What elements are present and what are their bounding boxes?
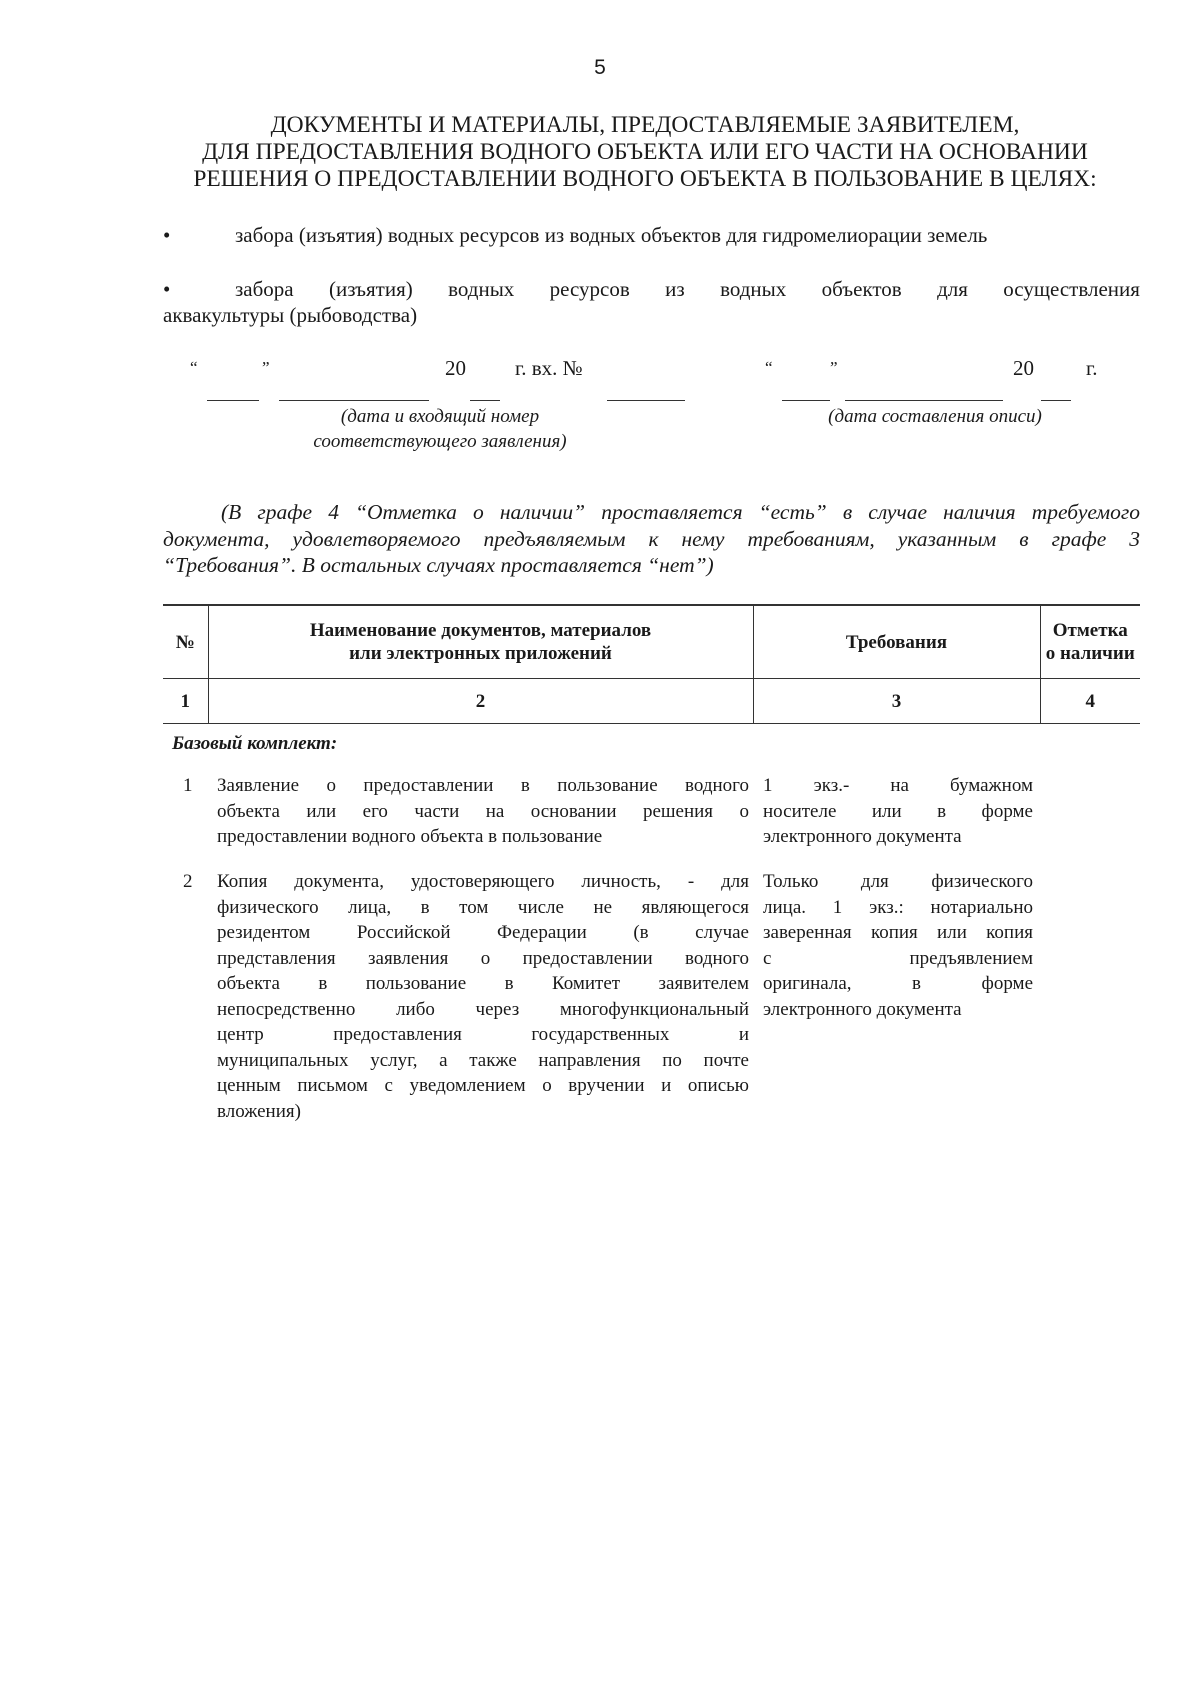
incoming-number-field[interactable] <box>607 400 685 401</box>
title-line: ДОКУМЕНТЫ И МАТЕРИАЛЫ, ПРЕДОСТАВЛЯЕМЫЕ ЗАЯВИТЕЛЕМ, <box>270 112 1020 138</box>
title-line: РЕШЕНИЯ О ПРЕДОСТАВЛЕНИИ ВОДНОГО ОБЪЕКТА В ПОЛЬЗОВАНИЕ В ЦЕЛЯХ: <box>193 166 1097 192</box>
close-quote: ” <box>262 358 270 377</box>
year-prefix: 20 <box>1013 356 1034 380</box>
purpose-item-aquaculture <box>163 276 1140 328</box>
page-number: 5 <box>594 56 606 79</box>
document-requirements: Только для физического лица. 1 экз.: нотариально заверенная копия или копия с предъявлением оригинала, в форме электронного документа <box>763 871 1033 1020</box>
right-date-caption: (дата составления описи) <box>828 406 1042 427</box>
purpose-item-text: забора (изъятия) водных ресурсов из водных объектов для осуществления <box>235 277 1140 301</box>
header-availability-mark: Отметка о наличии <box>1040 605 1140 679</box>
column-number: 3 <box>753 679 1040 724</box>
year-suffix: г. <box>1086 356 1098 380</box>
document-name: Копия документа, удостоверяющего личность, - для физического лица, в том числе не являющегося резидентом Российской Федерации (в случае представления заявления о предоставлении водного объекта в пользование в Комитет заявителем непосредственно либо через многофункциональный центр предоставления государственных и муниципальных услуг, а также направления по почте ценным письмом с уведомлением о вручении и описью вложения) <box>217 871 749 1122</box>
column-number: 4 <box>1040 679 1140 724</box>
header-document-name: Наименование документов, материалов или электронных приложений <box>208 605 753 679</box>
purpose-item-text-continued: аквакультуры (рыбоводства) <box>163 303 418 327</box>
bullet-icon: • <box>163 223 171 247</box>
year-field[interactable] <box>1041 400 1071 401</box>
document-title <box>150 112 1140 193</box>
year-field[interactable] <box>470 400 500 401</box>
month-field[interactable] <box>279 400 429 401</box>
header-requirements: Требования <box>753 605 1040 679</box>
documents-table-header <box>163 604 1140 724</box>
day-field[interactable] <box>782 400 830 401</box>
row-number: 2 <box>183 871 193 892</box>
document-requirements: 1 экз.- на бумажном носителе или в форме электронного документа <box>763 775 1033 847</box>
document-name: Заявление о предоставлении в пользование водного объекта или его части на основании решения о предоставлении водного объекта в пользование <box>217 775 749 847</box>
column-number: 2 <box>208 679 753 724</box>
column-number: 1 <box>163 679 208 724</box>
section-label: Базовый комплект: <box>172 733 338 754</box>
instruction-note: (В графе 4 “Отметка о наличии” проставляется “есть” в случае наличия требуемого документа, удовлетворяемого предъявляемым к нему требованиям, указанным в графе 3 “Требования”. В остальных случаях проставляется “нет”) <box>163 500 1140 577</box>
incoming-number-label: г. вх. № <box>515 356 583 380</box>
left-date-caption: (дата и входящий номер соответствующего заявления) <box>313 406 567 452</box>
row-number: 1 <box>183 775 193 796</box>
purpose-item-text: забора (изъятия) водных ресурсов из водных объектов для гидромелиорации земель <box>235 223 988 247</box>
title-line: ДЛЯ ПРЕДОСТАВЛЕНИЯ ВОДНОГО ОБЪЕКТА ИЛИ ЕГО ЧАСТИ НА ОСНОВАНИИ <box>202 139 1088 165</box>
header-number: № <box>163 605 208 679</box>
open-quote: “ <box>765 358 773 377</box>
open-quote: “ <box>190 358 198 377</box>
bullet-icon: • <box>163 277 171 301</box>
year-prefix: 20 <box>445 356 466 380</box>
day-field[interactable] <box>207 400 259 401</box>
purpose-item-irrigation <box>163 222 1140 248</box>
close-quote: ” <box>830 358 838 377</box>
month-field[interactable] <box>845 400 1003 401</box>
